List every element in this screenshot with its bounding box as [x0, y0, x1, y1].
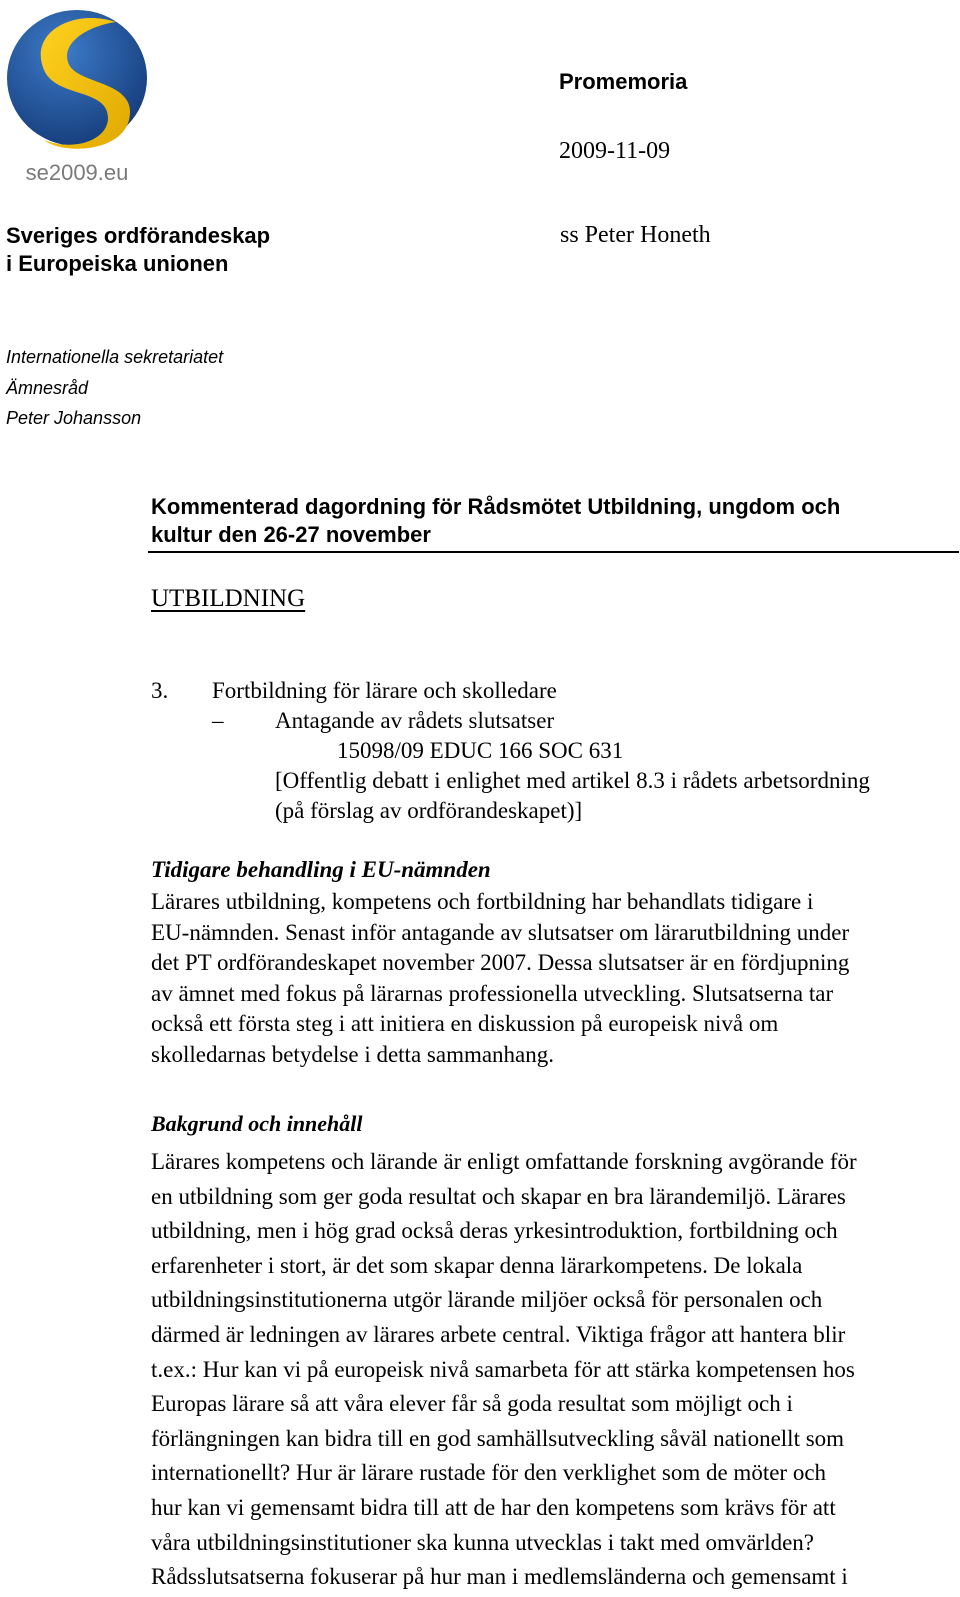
paragraph-line: Rådsslutsatserna fokuserar på hur man i medlemsländerna och gemensamt i: [151, 1564, 848, 1590]
background-paragraph: [151, 1145, 857, 1595]
note-line: [Offentlig debatt i enlighet med artikel 8.3 i rådets arbetsordning: [275, 768, 870, 793]
paragraph-line: utbildningsinstitutionerna utgör lärande miljöer också för personalen och: [151, 1287, 823, 1313]
paragraph-line: Europas lärare så att våra elever får så goda resultat som möjligt och i: [151, 1391, 793, 1417]
paragraph-line: det PT ordförandeskapet november 2007. Dessa slutsatser är en fördjupning: [151, 950, 850, 975]
unit-line: Peter Johansson: [6, 408, 142, 428]
signer: ss Peter Honeth: [560, 222, 711, 248]
paragraph-line: våra utbildningsinstitutioner ska kunna utvecklas i takt med omvärlden?: [151, 1529, 815, 1555]
organization: [6, 222, 270, 278]
background-heading: Bakgrund och innehåll: [151, 1111, 363, 1136]
doc-type: Promemoria: [559, 69, 688, 94]
previous-heading: Tidigare behandling i EU-nämnden: [151, 857, 491, 882]
paragraph-line: erfarenheter i stort, är det som skapar denna lärarkompetens. De lokala: [151, 1252, 803, 1278]
agenda-reference: 15098/09 EDUC 166 SOC 631: [337, 738, 624, 763]
paragraph-line: förlängningen kan bidra till en god samhällsutveckling såväl nationellt som: [151, 1425, 845, 1451]
title-divider: [148, 551, 959, 553]
paragraph-line: också ett första steg i att initiera en diskussion på europeisk nivå om: [151, 1011, 779, 1036]
document-title: [151, 493, 840, 549]
paragraph-line: hur kan vi gemensamt bidra till att de har den kompetens som krävs för att: [151, 1494, 836, 1520]
org-line: i Europeiska unionen: [6, 251, 229, 276]
paragraph-line: skolledarnas betydelse i detta sammanhang.: [151, 1041, 555, 1067]
logo-text: se2009.eu: [25, 160, 129, 185]
agenda-title: Fortbildning för lärare och skolledare: [212, 678, 557, 703]
paragraph-line: av ämnet med fokus på lärarnas professionella utveckling. Slutsatserna tar: [151, 980, 834, 1006]
paragraph-line: EU-nämnden. Senast inför antagande av slutsatser om lärarutbildning under: [151, 919, 850, 945]
doc-date: 2009-11-09: [559, 138, 671, 164]
paragraph-line: utbildning, men i hög grad också deras yrkesintroduktion, fortbildning och: [151, 1218, 838, 1244]
agenda-subtitle: Antagande av rådets slutsatser: [275, 708, 555, 733]
paragraph-line: internationellt? Hur är lärare rustade för den verklighet som de möter och: [151, 1460, 827, 1486]
section-heading: UTBILDNING: [151, 585, 306, 612]
se2009-logo: [4, 6, 150, 188]
unit-line: Ämnesråd: [6, 377, 89, 398]
org-line: Sveriges ordförandeskap: [6, 223, 271, 248]
paragraph-line: därmed är ledningen av lärares arbete central. Viktiga frågor att hantera blir: [151, 1321, 846, 1347]
title-line: Kommenterad dagordning för Rådsmötet Utbildning, ungdom och: [151, 494, 841, 519]
title-line: kultur den 26-27 november: [151, 522, 431, 547]
previous-paragraph: [151, 887, 849, 1070]
unit-line: Internationella sekretariatet: [6, 347, 224, 367]
paragraph-line: Lärares kompetens och lärande är enligt omfattande forskning avgörande för: [151, 1149, 857, 1174]
paragraph-line: Lärares utbildning, kompetens och fortbildning har behandlats tidigare i: [151, 889, 814, 914]
agenda-number: 3.: [151, 678, 169, 703]
paragraph-line: en utbildning som ger goda resultat och skapar en bra lärandemiljö. Lärares: [151, 1183, 846, 1209]
agenda-note: [275, 766, 870, 826]
sender-unit: [6, 342, 223, 434]
paragraph-line: t.ex.: Hur kan vi på europeisk nivå samarbeta för att stärka kompetensen hos: [151, 1356, 855, 1382]
note-line: (på förslag av ordförandeskapet)]: [275, 798, 583, 823]
agenda-dash: –: [212, 708, 224, 733]
